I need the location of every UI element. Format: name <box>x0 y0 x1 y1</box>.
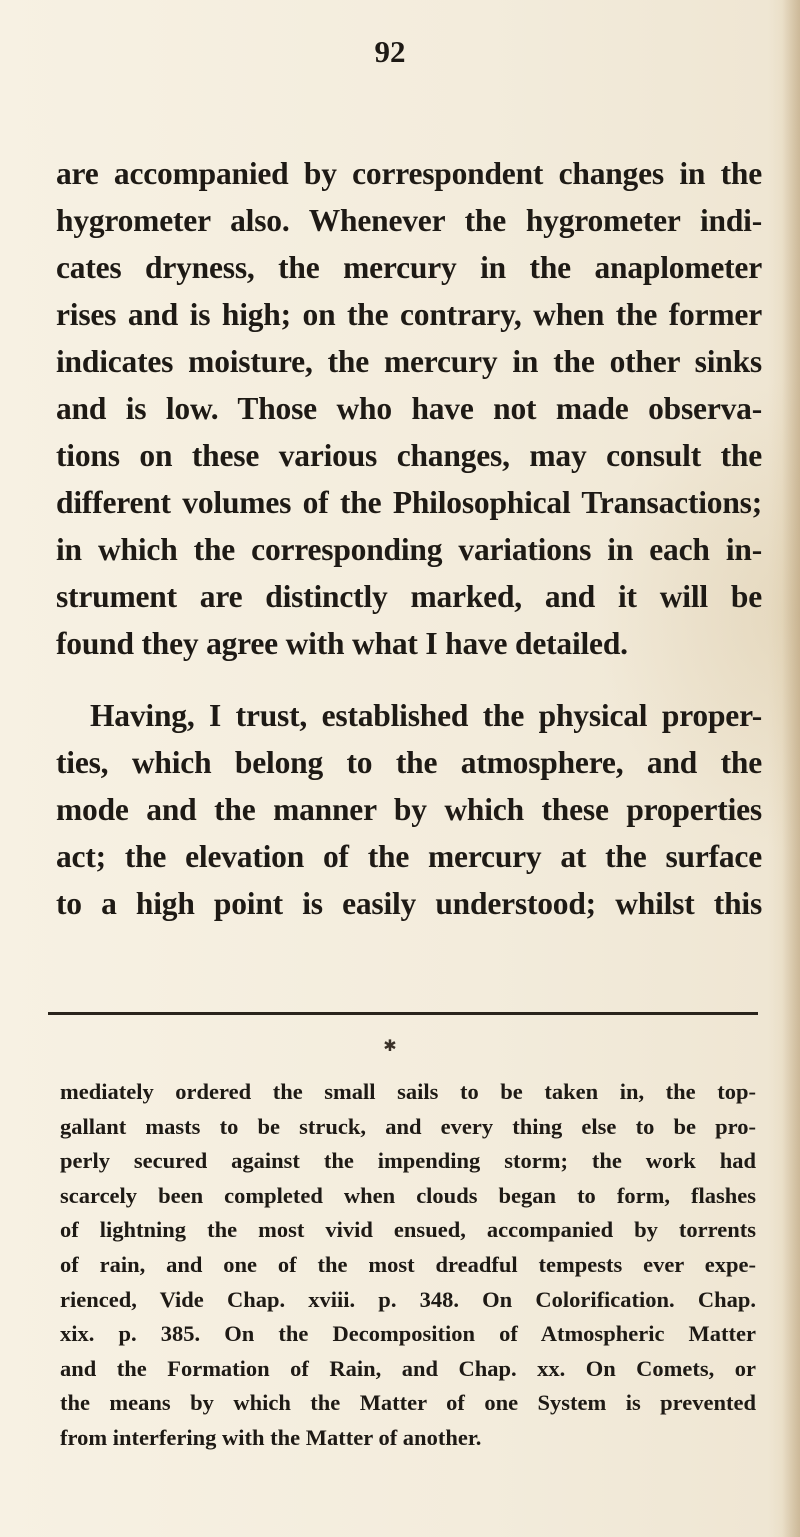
footnote-line: the means by which the Matter of one System is prevented <box>60 1390 756 1416</box>
footnote-line: and the Formation of Rain, and Chap. xx. On Comets, or <box>60 1355 756 1381</box>
text-line: in which the corresponding variations in each in- <box>56 532 762 567</box>
text-line: indicates moisture, the mercury in the other sinks <box>56 344 762 379</box>
text-line: are accompanied by correspondent changes in the <box>56 156 762 191</box>
paragraph-1 <box>56 150 762 667</box>
text-line: strument are distinctly marked, and it will be <box>56 579 762 614</box>
text-line: hygrometer also. Whenever the hygrometer indi- <box>56 203 762 238</box>
footnote-line: perly secured against the impending storm; the work had <box>60 1148 756 1174</box>
footnote-line: scarcely been completed when clouds began to form, flashes <box>60 1182 756 1208</box>
text-line: rises and is high; on the contrary, when the former <box>56 297 762 332</box>
footnote-marker: ✱ <box>383 1038 397 1055</box>
page-number: 92 <box>374 34 406 69</box>
footnote-line: gallant masts to be struck, and every thing else to be pro- <box>60 1113 756 1139</box>
footnote-line: rienced, Vide Chap. xviii. p. 348. On Colorification. Chap. <box>60 1286 756 1312</box>
footnote-line: xix. p. 385. On the Decomposition of Atmospheric Matter <box>60 1321 756 1347</box>
footnote-line: of rain, and one of the most dreadful tempests ever expe- <box>60 1251 756 1277</box>
text-line: cates dryness, the mercury in the anaplometer <box>56 250 762 285</box>
text-line: Having, I trust, established the physical proper- <box>90 698 762 733</box>
footnote-text <box>60 1075 756 1456</box>
footnote-line: mediately ordered the small sails to be taken in, the top- <box>60 1079 756 1104</box>
text-line: different volumes of the Philosophical Transactions; <box>56 485 762 520</box>
page-edge-shadow <box>782 0 800 1537</box>
text-line: tions on these various changes, may consult the <box>56 438 762 473</box>
text-line: mode and the manner by which these properties <box>56 792 762 827</box>
text-line: to a high point is easily understood; whilst this <box>56 886 762 921</box>
footnote-divider <box>48 1012 758 1015</box>
text-line: and is low. Those who have not made observa- <box>56 391 762 426</box>
footnote-line: from interfering with the Matter of another. <box>60 1424 482 1450</box>
text-line: found they agree with what I have detailed. <box>56 626 628 661</box>
paragraph-2 <box>56 692 762 927</box>
text-line: ties, which belong to the atmosphere, and the <box>56 745 762 780</box>
main-body-text <box>56 150 762 927</box>
text-line: act; the elevation of the mercury at the surface <box>56 839 762 874</box>
footnote-line: of lightning the most vivid ensued, accompanied by torrents <box>60 1217 756 1243</box>
